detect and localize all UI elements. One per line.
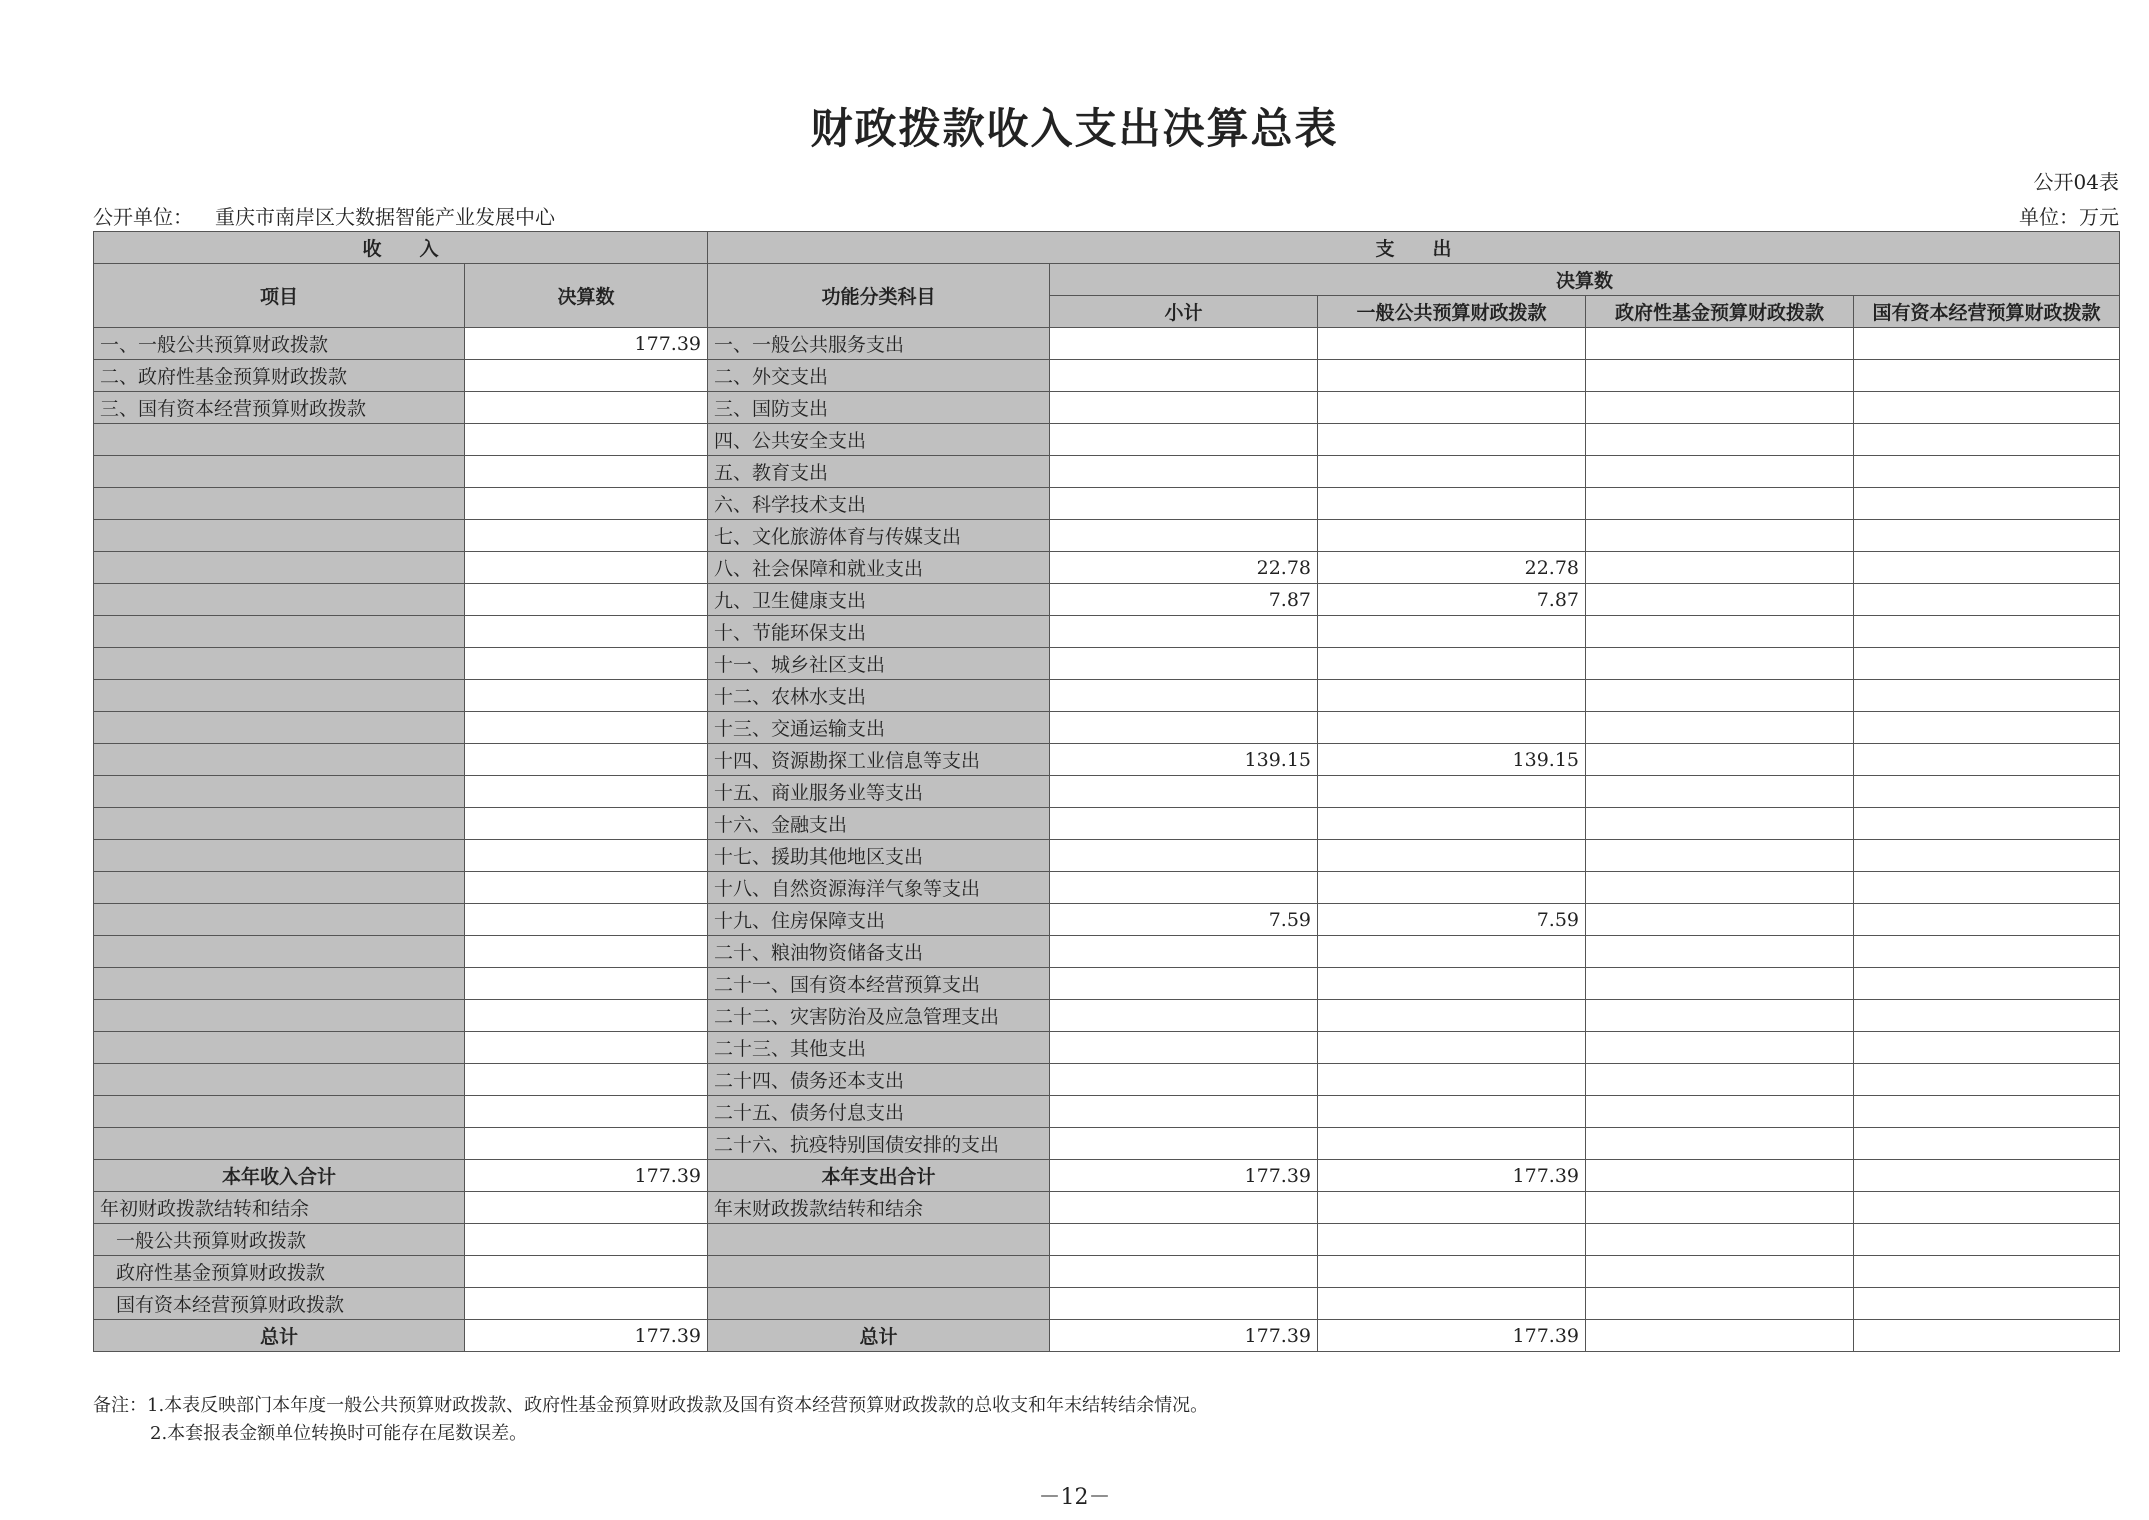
expense-item: 二、外交支出 — [708, 360, 1050, 392]
expense-subtotal — [1050, 488, 1318, 520]
income-item — [94, 1032, 465, 1064]
item-header: 项目 — [94, 264, 465, 328]
table-row — [94, 552, 2120, 584]
income-amount — [465, 1064, 708, 1096]
income-amount: 177.39 — [465, 328, 708, 360]
expense-item: 十二、农林水支出 — [708, 680, 1050, 712]
expense-state-capital — [1854, 968, 2120, 1000]
income-item — [94, 776, 465, 808]
expense-gov-fund — [1586, 872, 1854, 904]
expense-state-capital — [1854, 1032, 2120, 1064]
carryover-expense-value — [1586, 1192, 1854, 1224]
expense-subtotal — [1050, 808, 1318, 840]
carryover-expense-blank — [708, 1256, 1050, 1288]
expense-general — [1318, 808, 1586, 840]
expense-general: 7.59 — [1318, 904, 1586, 936]
expense-state-capital — [1854, 456, 2120, 488]
expense-subtotal — [1050, 456, 1318, 488]
expense-state-capital — [1854, 584, 2120, 616]
expense-subtotal — [1050, 616, 1318, 648]
expense-gov-fund — [1586, 1064, 1854, 1096]
grand-expense-subtotal: 177.39 — [1050, 1320, 1318, 1352]
income-item: 三、国有资本经营预算财政拨款 — [94, 392, 465, 424]
table-row — [94, 1064, 2120, 1096]
carryover-expense-blank — [708, 1288, 1050, 1320]
expense-state-capital — [1854, 744, 2120, 776]
income-item — [94, 616, 465, 648]
money-unit: 单位：万元 — [2019, 205, 2119, 229]
expense-item: 十九、住房保障支出 — [708, 904, 1050, 936]
expense-item: 四、公共安全支出 — [708, 424, 1050, 456]
expense-item: 七、文化旅游体育与传媒支出 — [708, 520, 1050, 552]
income-amount — [465, 424, 708, 456]
table-row — [94, 968, 2120, 1000]
carryover-expense-value — [1586, 1224, 1854, 1256]
table-row — [94, 616, 2120, 648]
carryover-sub-label: 政府性基金预算财政拨款 — [94, 1256, 465, 1288]
expense-general — [1318, 776, 1586, 808]
carryover-sub-label: 国有资本经营预算财政拨款 — [94, 1288, 465, 1320]
income-item — [94, 648, 465, 680]
expense-subtotal — [1050, 328, 1318, 360]
grand-expense-total-label: 总计 — [708, 1320, 1050, 1352]
expense-general — [1318, 1096, 1586, 1128]
income-item — [94, 872, 465, 904]
expense-state-capital — [1854, 712, 2120, 744]
expense-gov-fund — [1586, 712, 1854, 744]
table-row — [94, 680, 2120, 712]
income-item — [94, 712, 465, 744]
grand-expense-gov-fund — [1586, 1320, 1854, 1352]
expense-item: 十三、交通运输支出 — [708, 712, 1050, 744]
carryover-expense-value — [1318, 1256, 1586, 1288]
expense-general — [1318, 936, 1586, 968]
expense-item: 二十三、其他支出 — [708, 1032, 1050, 1064]
expense-subtotal — [1050, 968, 1318, 1000]
carryover-sub-row — [94, 1256, 2120, 1288]
income-item — [94, 488, 465, 520]
income-amount — [465, 1000, 708, 1032]
expense-state-capital — [1854, 392, 2120, 424]
carryover-expense-blank — [708, 1224, 1050, 1256]
carryover-sub-row — [94, 1288, 2120, 1320]
expense-general — [1318, 392, 1586, 424]
expense-general — [1318, 360, 1586, 392]
expense-subtotal — [1050, 1128, 1318, 1160]
carryover-expense-value — [1318, 1288, 1586, 1320]
income-item — [94, 840, 465, 872]
year-income-total: 177.39 — [465, 1160, 708, 1192]
income-item — [94, 744, 465, 776]
expense-general — [1318, 712, 1586, 744]
table-row — [94, 584, 2120, 616]
income-amount — [465, 872, 708, 904]
page-title: 财政拨款收入支出决算总表 — [810, 104, 1339, 153]
expense-gov-fund — [1586, 968, 1854, 1000]
expense-state-capital — [1854, 1096, 2120, 1128]
expense-item: 二十二、灾害防治及应急管理支出 — [708, 1000, 1050, 1032]
income-item — [94, 936, 465, 968]
income-amount — [465, 552, 708, 584]
expense-general — [1318, 1064, 1586, 1096]
expense-general — [1318, 648, 1586, 680]
form-number: 公开04表 — [2033, 170, 2119, 194]
expense-gov-fund — [1586, 808, 1854, 840]
income-item — [94, 904, 465, 936]
expense-subtotal — [1050, 936, 1318, 968]
expense-general — [1318, 1032, 1586, 1064]
income-amount — [465, 1096, 708, 1128]
expense-subtotal: 139.15 — [1050, 744, 1318, 776]
expense-general: 139.15 — [1318, 744, 1586, 776]
expense-state-capital — [1854, 840, 2120, 872]
expense-subtotal — [1050, 360, 1318, 392]
income-item — [94, 1096, 465, 1128]
expense-item: 五、教育支出 — [708, 456, 1050, 488]
carryover-income-label: 年初财政拨款结转和结余 — [94, 1192, 465, 1224]
table-row — [94, 1032, 2120, 1064]
income-item — [94, 456, 465, 488]
expense-gov-fund — [1586, 360, 1854, 392]
grand-expense-state-capital — [1854, 1320, 2120, 1352]
state-capital-header: 国有资本经营预算财政拨款 — [1854, 296, 2120, 328]
expense-gov-fund — [1586, 1032, 1854, 1064]
expense-item: 三、国防支出 — [708, 392, 1050, 424]
notes — [93, 1392, 1208, 1448]
income-header: 收 入 — [94, 232, 708, 264]
expense-item: 十四、资源勘探工业信息等支出 — [708, 744, 1050, 776]
carryover-expense-value — [1318, 1192, 1586, 1224]
income-item — [94, 1128, 465, 1160]
expense-item: 十五、商业服务业等支出 — [708, 776, 1050, 808]
header-row-2 — [94, 264, 2120, 296]
income-item — [94, 552, 465, 584]
carryover-expense-value — [1854, 1224, 2120, 1256]
organization-name: 重庆市南岸区大数据智能产业发展中心 — [215, 205, 555, 229]
expense-gov-fund — [1586, 776, 1854, 808]
expense-subtotal — [1050, 840, 1318, 872]
carryover-expense-value — [1050, 1224, 1318, 1256]
table-row — [94, 360, 2120, 392]
expense-subtotal — [1050, 392, 1318, 424]
table-row — [94, 328, 2120, 360]
expense-header: 支 出 — [708, 232, 2120, 264]
expense-item: 十八、自然资源海洋气象等支出 — [708, 872, 1050, 904]
income-item — [94, 1064, 465, 1096]
table-body — [94, 232, 2120, 1352]
expense-state-capital — [1854, 808, 2120, 840]
expense-item: 二十五、债务付息支出 — [708, 1096, 1050, 1128]
final-header: 决算数 — [1050, 264, 2120, 296]
expense-general: 22.78 — [1318, 552, 1586, 584]
expense-gov-fund — [1586, 680, 1854, 712]
table-row — [94, 488, 2120, 520]
expense-item: 二十六、抗疫特别国债安排的支出 — [708, 1128, 1050, 1160]
expense-general — [1318, 1000, 1586, 1032]
grand-income-total-label: 总计 — [94, 1320, 465, 1352]
expense-gov-fund — [1586, 456, 1854, 488]
expense-state-capital — [1854, 904, 2120, 936]
carryover-expense-value — [1050, 1256, 1318, 1288]
expense-subtotal — [1050, 1000, 1318, 1032]
carryover-expense-label: 年末财政拨款结转和结余 — [708, 1192, 1050, 1224]
income-amount — [465, 584, 708, 616]
expense-state-capital — [1854, 360, 2120, 392]
expense-general: 7.87 — [1318, 584, 1586, 616]
table-row — [94, 392, 2120, 424]
table-row — [94, 776, 2120, 808]
expense-general — [1318, 872, 1586, 904]
table-row — [94, 712, 2120, 744]
expense-gov-fund — [1586, 584, 1854, 616]
expense-subtotal: 7.59 — [1050, 904, 1318, 936]
income-amount — [465, 616, 708, 648]
carryover-expense-value — [1318, 1224, 1586, 1256]
expense-subtotal — [1050, 776, 1318, 808]
general-header: 一般公共预算财政拨款 — [1318, 296, 1586, 328]
income-item — [94, 968, 465, 1000]
note-1: 备注：1.本表反映部门本年度一般公共预算财政拨款、政府性基金预算财政拨款及国有资本经营预算财政拨款的总收支和年末结转结余情况。 — [93, 1395, 1209, 1416]
organization — [93, 201, 555, 230]
year-expense-general: 177.39 — [1318, 1160, 1586, 1192]
table-row — [94, 424, 2120, 456]
expense-state-capital — [1854, 936, 2120, 968]
expense-subtotal — [1050, 424, 1318, 456]
unit-line — [93, 201, 2119, 229]
expense-gov-fund — [1586, 744, 1854, 776]
expense-subtotal: 22.78 — [1050, 552, 1318, 584]
income-amount — [465, 904, 708, 936]
expense-gov-fund — [1586, 1096, 1854, 1128]
expense-general — [1318, 840, 1586, 872]
table-row — [94, 1096, 2120, 1128]
func-header: 功能分类科目 — [708, 264, 1050, 328]
expense-state-capital — [1854, 1000, 2120, 1032]
carryover-sub-row — [94, 1224, 2120, 1256]
income-amount — [465, 840, 708, 872]
expense-general — [1318, 456, 1586, 488]
expense-item: 二十一、国有资本经营预算支出 — [708, 968, 1050, 1000]
carryover-sub-label: 一般公共预算财政拨款 — [94, 1224, 465, 1256]
expense-state-capital — [1854, 680, 2120, 712]
carryover-income-amount — [465, 1192, 708, 1224]
income-amount — [465, 360, 708, 392]
expense-item: 十七、援助其他地区支出 — [708, 840, 1050, 872]
expense-item: 十、节能环保支出 — [708, 616, 1050, 648]
expense-item: 一、一般公共服务支出 — [708, 328, 1050, 360]
income-amount — [465, 1032, 708, 1064]
expense-subtotal — [1050, 1032, 1318, 1064]
gov-fund-header: 政府性基金预算财政拨款 — [1586, 296, 1854, 328]
expense-gov-fund — [1586, 488, 1854, 520]
amount-header: 决算数 — [465, 264, 708, 328]
expense-subtotal — [1050, 520, 1318, 552]
income-amount — [465, 520, 708, 552]
expense-state-capital — [1854, 328, 2120, 360]
expense-general — [1318, 1128, 1586, 1160]
expense-gov-fund — [1586, 1128, 1854, 1160]
expense-state-capital — [1854, 520, 2120, 552]
subtotal-header: 小计 — [1050, 296, 1318, 328]
grand-income-total: 177.39 — [465, 1320, 708, 1352]
income-amount — [465, 488, 708, 520]
table-row — [94, 840, 2120, 872]
income-item — [94, 680, 465, 712]
expense-general — [1318, 488, 1586, 520]
income-item — [94, 520, 465, 552]
expense-state-capital — [1854, 872, 2120, 904]
carryover-sub-amount — [465, 1256, 708, 1288]
expense-general — [1318, 424, 1586, 456]
note-2: 2.本套报表金额单位转换时可能存在尾数误差。 — [150, 1423, 528, 1444]
income-amount — [465, 680, 708, 712]
grand-total-row — [94, 1320, 2120, 1352]
carryover-expense-value — [1050, 1288, 1318, 1320]
expense-subtotal — [1050, 648, 1318, 680]
income-amount — [465, 776, 708, 808]
expense-gov-fund — [1586, 648, 1854, 680]
income-amount — [465, 1128, 708, 1160]
budget-table — [93, 231, 2120, 1352]
expense-general — [1318, 680, 1586, 712]
income-amount — [465, 808, 708, 840]
expense-state-capital — [1854, 648, 2120, 680]
expense-general — [1318, 520, 1586, 552]
table-row — [94, 456, 2120, 488]
year-total-row — [94, 1160, 2120, 1192]
year-expense-state-capital — [1854, 1160, 2120, 1192]
table-row — [94, 1000, 2120, 1032]
table-row — [94, 648, 2120, 680]
carryover-expense-value — [1854, 1256, 2120, 1288]
carryover-expense-value — [1050, 1192, 1318, 1224]
income-item — [94, 1000, 465, 1032]
grand-expense-general: 177.39 — [1318, 1320, 1586, 1352]
table-row — [94, 904, 2120, 936]
income-amount — [465, 392, 708, 424]
expense-state-capital — [1854, 1128, 2120, 1160]
income-amount — [465, 968, 708, 1000]
income-amount — [465, 936, 708, 968]
expense-gov-fund — [1586, 328, 1854, 360]
expense-subtotal — [1050, 1064, 1318, 1096]
expense-gov-fund — [1586, 1000, 1854, 1032]
expense-gov-fund — [1586, 616, 1854, 648]
header-row-1 — [94, 232, 2120, 264]
table-row — [94, 520, 2120, 552]
year-expense-subtotal: 177.39 — [1050, 1160, 1318, 1192]
expense-gov-fund — [1586, 520, 1854, 552]
expense-gov-fund — [1586, 552, 1854, 584]
income-item — [94, 424, 465, 456]
expense-item: 九、卫生健康支出 — [708, 584, 1050, 616]
expense-state-capital — [1854, 1064, 2120, 1096]
income-amount — [465, 648, 708, 680]
table-row — [94, 1128, 2120, 1160]
income-item — [94, 808, 465, 840]
expense-gov-fund — [1586, 936, 1854, 968]
year-expense-total-label: 本年支出合计 — [708, 1160, 1050, 1192]
year-income-total-label: 本年收入合计 — [94, 1160, 465, 1192]
expense-state-capital — [1854, 776, 2120, 808]
year-expense-gov-fund — [1586, 1160, 1854, 1192]
expense-state-capital — [1854, 488, 2120, 520]
carryover-expense-value — [1586, 1288, 1854, 1320]
carryover-expense-value — [1854, 1288, 2120, 1320]
carryover-expense-value — [1854, 1192, 2120, 1224]
table-row — [94, 936, 2120, 968]
expense-state-capital — [1854, 424, 2120, 456]
expense-subtotal — [1050, 680, 1318, 712]
expense-item: 十六、金融支出 — [708, 808, 1050, 840]
carryover-row — [94, 1192, 2120, 1224]
income-item — [94, 584, 465, 616]
expense-gov-fund — [1586, 392, 1854, 424]
expense-gov-fund — [1586, 840, 1854, 872]
organization-label: 公开单位： — [93, 205, 193, 229]
expense-general — [1318, 616, 1586, 648]
expense-item: 二十、粮油物资储备支出 — [708, 936, 1050, 968]
expense-item: 十一、城乡社区支出 — [708, 648, 1050, 680]
carryover-sub-amount — [465, 1224, 708, 1256]
expense-subtotal — [1050, 872, 1318, 904]
expense-subtotal — [1050, 1096, 1318, 1128]
income-amount — [465, 456, 708, 488]
income-item: 一、一般公共预算财政拨款 — [94, 328, 465, 360]
income-amount — [465, 712, 708, 744]
expense-state-capital — [1854, 616, 2120, 648]
carryover-expense-value — [1586, 1256, 1854, 1288]
expense-item: 六、科学技术支出 — [708, 488, 1050, 520]
income-item: 二、政府性基金预算财政拨款 — [94, 360, 465, 392]
expense-state-capital — [1854, 552, 2120, 584]
expense-gov-fund — [1586, 904, 1854, 936]
expense-item: 二十四、债务还本支出 — [708, 1064, 1050, 1096]
table-row — [94, 808, 2120, 840]
expense-subtotal: 7.87 — [1050, 584, 1318, 616]
expense-item: 八、社会保障和就业支出 — [708, 552, 1050, 584]
carryover-sub-amount — [465, 1288, 708, 1320]
table-row — [94, 744, 2120, 776]
expense-gov-fund — [1586, 424, 1854, 456]
table-row — [94, 872, 2120, 904]
expense-subtotal — [1050, 712, 1318, 744]
expense-general — [1318, 968, 1586, 1000]
income-amount — [465, 744, 708, 776]
page-number: －12－ — [1038, 1485, 1111, 1510]
expense-general — [1318, 328, 1586, 360]
